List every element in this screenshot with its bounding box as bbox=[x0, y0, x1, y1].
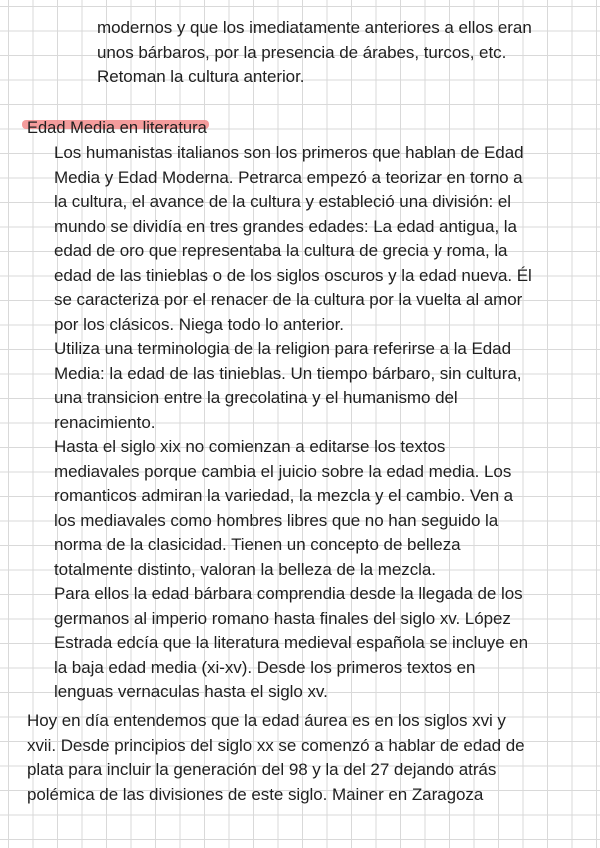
body-line: edad de oro que representaba la cultura de grecia y roma, la bbox=[54, 241, 508, 260]
intro-line: unos bárbaros, por la presencia de árabes, turcos, etc. bbox=[97, 42, 507, 62]
body-line: romanticos admiran la variedad, la mezcla y el cambio. Ven a bbox=[54, 486, 514, 505]
body-line: totalmente distinto, valoran la belleza de la mezcla. bbox=[54, 559, 436, 579]
body-line: la baja edad media (xi-xv). Desde los primeros textos en bbox=[54, 657, 476, 677]
body-line: una transicion entre la grecolatina y el humanismo del bbox=[54, 388, 458, 407]
body-line: mediavales porque cambia el juicio sobre la edad media. Los bbox=[54, 461, 512, 481]
body-line: los mediavales como hombres libres que no han seguido la bbox=[54, 510, 499, 530]
body-line: mundo se dividía en tres grandes edades: La edad antigua, la bbox=[54, 216, 517, 236]
closing-line: xvii. Desde principios del siglo xx se comenzó a hablar de edad de bbox=[27, 735, 525, 755]
body-line: edad de las tinieblas o de los siglos oscuros y la edad nueva. Él bbox=[54, 265, 532, 285]
section-heading bbox=[27, 116, 207, 141]
body-line: norma de la clasicidad. Tienen un concepto de belleza bbox=[54, 535, 461, 554]
body-line: la cultura, el avance de la cultura y estableció una división: el bbox=[54, 192, 511, 211]
body-line: Para ellos la edad bárbara comprendia desde la llegada de los bbox=[54, 584, 523, 603]
section-heading-text: Edad Media en literatura bbox=[27, 119, 207, 137]
body-line: Hasta el siglo xix no comienzan a editarse los textos bbox=[54, 437, 446, 456]
body-line: por los clásicos. Niega todo lo anterior. bbox=[54, 314, 344, 334]
body-line: Media: la edad de las tinieblas. Un tiempo bárbaro, sin cultura, bbox=[54, 363, 522, 383]
body-line: Utiliza una terminologia de la religion para referirse a la Edad bbox=[54, 339, 511, 358]
closing-line: polémica de las divisiones de este siglo. Mainer en Zaragoza bbox=[27, 784, 484, 804]
body-line: Los humanistas italianos son los primeros que hablan de Edad bbox=[54, 143, 524, 162]
closing-line: plata para incluir la generación del 98 y la del 27 dejando atrás bbox=[27, 760, 497, 779]
intro-line: modernos y que los imediatamente anteriores a ellos eran bbox=[97, 18, 532, 37]
body-line: lenguas vernaculas hasta el siglo xv. bbox=[54, 682, 328, 701]
body-line: germanos al imperio romano hasta finales del siglo xv. López bbox=[54, 608, 511, 628]
body-line: Estrada edcía que la literatura medieval española se incluye en bbox=[54, 633, 529, 652]
closing-line: Hoy en día entendemos que la edad áurea es en los siglos xvi y bbox=[27, 711, 506, 730]
body-line: se caracteriza por el renacer de la cultura por la vuelta al amor bbox=[54, 290, 523, 309]
intro-line: Retoman la cultura anterior. bbox=[97, 67, 305, 86]
body-line: renacimiento. bbox=[54, 412, 156, 432]
body-line: Media y Edad Moderna. Petrarca empezó a teorizar en torno a bbox=[54, 167, 523, 187]
